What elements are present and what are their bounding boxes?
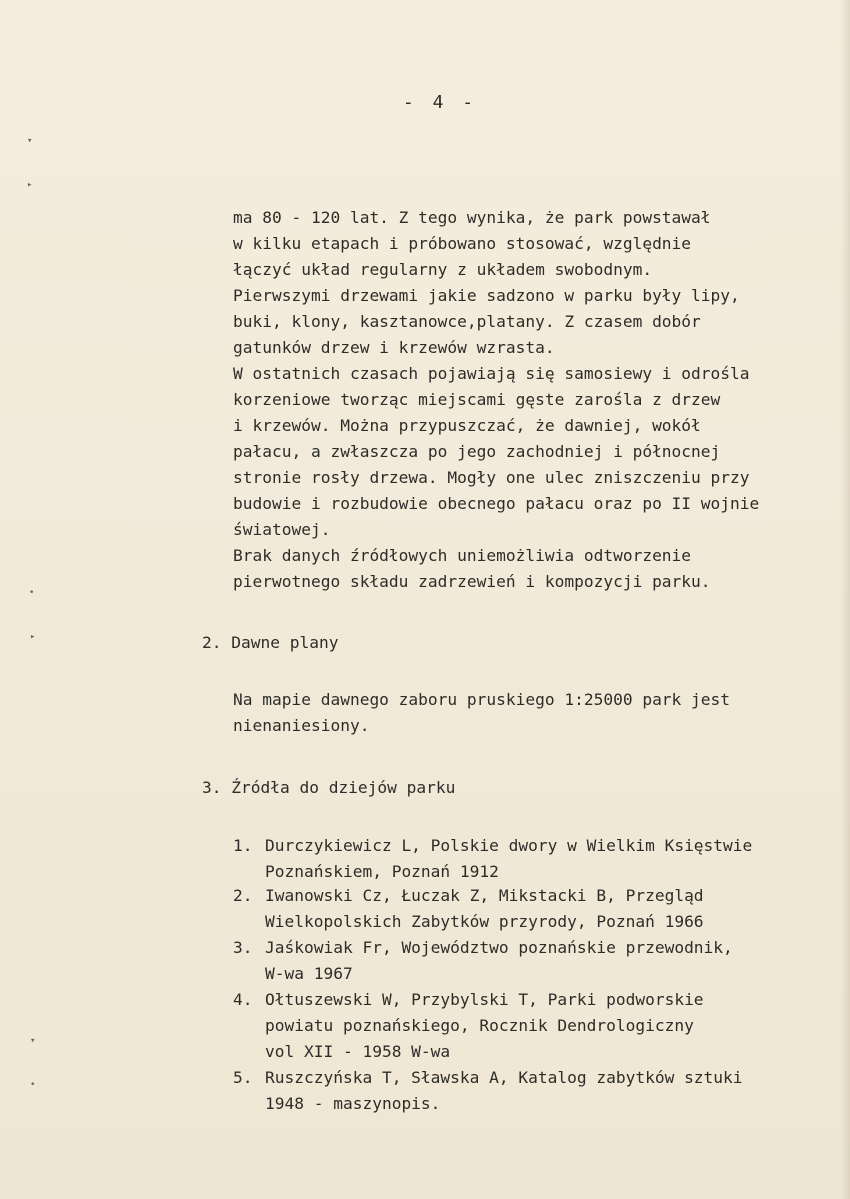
reference-line: Jaśkowiak Fr, Województwo poznańskie przewodnik, [265, 938, 733, 957]
text-line: Brak danych źródłowych uniemożliwia odtworzenie [233, 546, 692, 565]
margin-mark: • [29, 588, 35, 598]
reference-number: 2. [233, 886, 253, 905]
reference-line: vol XII - 1958 W-wa [265, 1042, 451, 1061]
text-line: pałacu, a zwłaszcza po jego zachodniej i północnej [233, 442, 721, 461]
margin-mark: ▾ [30, 1036, 36, 1046]
reference-line: Poznańskiem, Poznań 1912 [265, 862, 499, 881]
reference-number: 1. [233, 836, 253, 855]
page-edge-shadow [840, 0, 850, 1199]
text-line: Na mapie dawnego zaboru pruskiego 1:25000 park jest [233, 690, 731, 709]
section-heading: 2. Dawne plany [202, 633, 339, 652]
text-line: i krzewów. Można przypuszczać, że dawniej, wokół [233, 416, 701, 435]
reference-number: 3. [233, 938, 253, 957]
reference-line: Ołtuszewski W, Przybylski T, Parki podworskie [265, 990, 704, 1009]
margin-mark: • [30, 1080, 36, 1090]
text-line: stronie rosły drzewa. Mogły one ulec zniszczeniu przy [233, 468, 750, 487]
text-line: w kilku etapach i próbowano stosować, względnie [233, 234, 692, 253]
reference-number: 5. [233, 1068, 253, 1087]
text-line: Pierwszymi drzewami jakie sadzono w parku były lipy, [233, 286, 740, 305]
text-line: nienaniesiony. [233, 716, 370, 735]
text-line: gatunków drzew i krzewów wzrasta. [233, 338, 555, 357]
reference-line: Ruszczyńska T, Sławska A, Katalog zabytków sztuki [265, 1068, 743, 1087]
margin-mark: ▸ [30, 632, 36, 642]
text-line: korzeniowe tworząc miejscami gęste zarośla z drzew [233, 390, 721, 409]
reference-line: Wielkopolskich Zabytków przyrody, Poznań 1966 [265, 912, 704, 931]
reference-line: W-wa 1967 [265, 964, 353, 983]
reference-line: Durczykiewicz L, Polskie dwory w Wielkim Księstwie [265, 836, 753, 855]
section-heading: 3. Źródła do dziejów parku [202, 778, 456, 797]
reference-line: Iwanowski Cz, Łuczak Z, Mikstacki B, Przegląd [265, 886, 704, 905]
text-line: pierwotnego składu zadrzewień i kompozycji parku. [233, 572, 711, 591]
page-number: - 4 - [402, 92, 478, 113]
text-line: ma 80 - 120 lat. Z tego wynika, że park powstawał [233, 208, 711, 227]
margin-mark: ▾ [27, 136, 33, 146]
text-line: budowie i rozbudowie obecnego pałacu oraz po II wojnie [233, 494, 760, 513]
margin-mark: ▸ [27, 180, 33, 190]
text-line: światowej. [233, 520, 331, 539]
text-line: W ostatnich czasach pojawiają się samosiewy i odrośla [233, 364, 750, 383]
text-line: łączyć układ regularny z układem swobodnym. [233, 260, 653, 279]
reference-line: 1948 - maszynopis. [265, 1094, 441, 1113]
reference-line: powiatu poznańskiego, Rocznik Dendrologiczny [265, 1016, 694, 1035]
text-line: buki, klony, kasztanowce,platany. Z czasem dobór [233, 312, 701, 331]
reference-number: 4. [233, 990, 253, 1009]
